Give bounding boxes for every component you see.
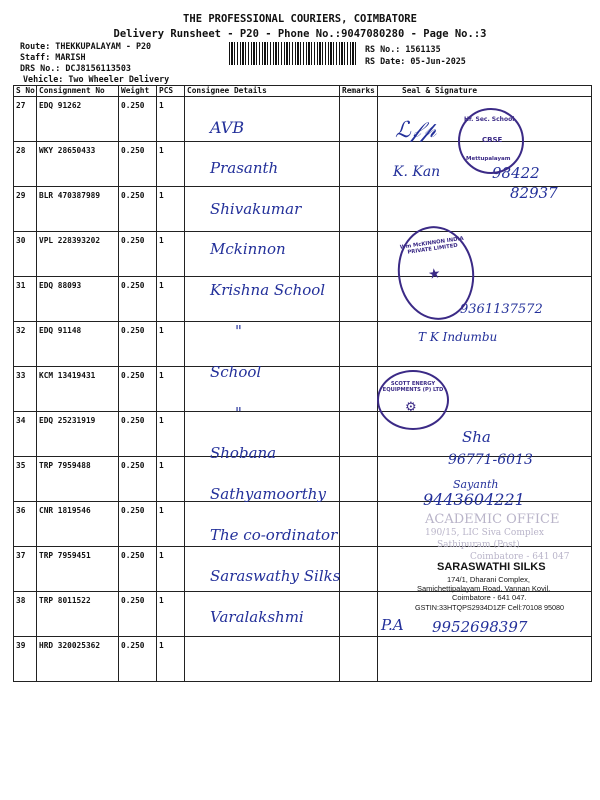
cell-consignment: TRP 7959451 bbox=[37, 547, 119, 592]
cell-pcs: 1 bbox=[157, 502, 185, 547]
consignee-handwriting: Varalakshmi bbox=[210, 607, 304, 626]
consignee-handwriting: Prasanth bbox=[210, 158, 279, 177]
cell-consignee bbox=[185, 97, 340, 142]
cell-weight: 0.250 bbox=[119, 187, 157, 232]
cell-pcs: 1 bbox=[157, 457, 185, 502]
table-row bbox=[14, 412, 592, 457]
barcode bbox=[229, 42, 357, 65]
academy-stamp-line1: ACADEMIC OFFICE bbox=[425, 512, 560, 527]
cell-consignment: EDQ 25231919 bbox=[37, 412, 119, 457]
consignee-handwriting: Shobana bbox=[210, 444, 277, 463]
silks-stamp-line3: Coimbatore - 641 047. bbox=[452, 593, 527, 602]
signature-36-name: Sayanth bbox=[453, 478, 499, 491]
cell-remarks bbox=[340, 322, 378, 367]
signature-35-phone: 96771-6013 bbox=[448, 452, 533, 468]
cell-consignment: TRP 8011522 bbox=[37, 592, 119, 637]
cell-weight: 0.250 bbox=[119, 97, 157, 142]
table-header bbox=[14, 86, 592, 97]
cell-sno: 29 bbox=[14, 187, 37, 232]
cell-remarks bbox=[340, 367, 378, 412]
cell-remarks bbox=[340, 412, 378, 457]
table-row bbox=[14, 637, 592, 682]
cell-consignment: CNR 1819546 bbox=[37, 502, 119, 547]
consignee-handwriting: Mckinnon bbox=[210, 240, 286, 259]
cell-weight: 0.250 bbox=[119, 367, 157, 412]
cell-consignee bbox=[185, 637, 340, 682]
cell-sno: 37 bbox=[14, 547, 37, 592]
cell-consignment: EDQ 91148 bbox=[37, 322, 119, 367]
signature-35-name: Sha bbox=[462, 428, 491, 446]
cell-sno: 31 bbox=[14, 277, 37, 322]
cell-remarks bbox=[340, 457, 378, 502]
consignee-handwriting: Krishna School bbox=[210, 281, 326, 300]
col-remarks: Remarks bbox=[340, 86, 378, 97]
cell-pcs: 1 bbox=[157, 592, 185, 637]
cell-pcs: 1 bbox=[157, 322, 185, 367]
cell-consignment: EDQ 91262 bbox=[37, 97, 119, 142]
cell-sno: 32 bbox=[14, 322, 37, 367]
cell-remarks bbox=[340, 187, 378, 232]
cell-consignment: EDQ 88093 bbox=[37, 277, 119, 322]
cell-weight: 0.250 bbox=[119, 457, 157, 502]
cell-consignment: BLR 470387989 bbox=[37, 187, 119, 232]
signature-28-phone: 98422 bbox=[492, 164, 540, 182]
cell-weight: 0.250 bbox=[119, 232, 157, 277]
cell-pcs: 1 bbox=[157, 187, 185, 232]
signature-39-initials: P.A bbox=[381, 616, 404, 634]
cell-weight: 0.250 bbox=[119, 412, 157, 457]
school-stamp: Hr. Sec. School CBSE Mettupalayam bbox=[458, 108, 524, 174]
cell-signature bbox=[378, 322, 592, 367]
cell-sno: 28 bbox=[14, 142, 37, 187]
cell-signature bbox=[378, 187, 592, 232]
table-row bbox=[14, 367, 592, 412]
cell-weight: 0.250 bbox=[119, 142, 157, 187]
signature-39-phone: 9952698397 bbox=[432, 618, 528, 636]
cell-pcs: 1 bbox=[157, 637, 185, 682]
academy-stamp-line2: 190/15, LIC Siva Complex bbox=[425, 528, 544, 538]
staff-label: Staff: MARISH bbox=[20, 52, 86, 62]
consignee-handwriting: Sathyamoorthy bbox=[210, 485, 326, 504]
cell-sno: 38 bbox=[14, 592, 37, 637]
consignee-handwriting: Saraswathy Silks bbox=[210, 566, 341, 585]
cell-remarks bbox=[340, 547, 378, 592]
energy-stamp: SCOTT ENERGY EQUIPMENTS (P) LTD ⚙ bbox=[377, 370, 449, 430]
table-row bbox=[14, 232, 592, 277]
mckinnon-stamp: Wm McKINNON INDIA PRIVATE LIMITED ★ bbox=[392, 221, 480, 325]
cell-weight: 0.250 bbox=[119, 637, 157, 682]
silks-stamp-line4: GSTIN:33HTQPS2934D1ZF Cell:70108 95080 bbox=[415, 603, 565, 612]
drs-label: DRS No.: DCJ8156113503 bbox=[20, 63, 131, 73]
cell-weight: 0.250 bbox=[119, 547, 157, 592]
cell-sno: 27 bbox=[14, 97, 37, 142]
cell-consignee bbox=[185, 322, 340, 367]
cell-pcs: 1 bbox=[157, 277, 185, 322]
signature-28-name: K. Kan bbox=[393, 164, 441, 180]
company-title: THE PROFESSIONAL COURIERS, COIMBATORE bbox=[183, 13, 417, 25]
rs-date: RS Date: 05-Jun-2025 bbox=[365, 56, 466, 66]
cell-weight: 0.250 bbox=[119, 277, 157, 322]
cell-pcs: 1 bbox=[157, 232, 185, 277]
consignee-handwriting: " bbox=[235, 322, 242, 340]
cell-consignment: VPL 228393202 bbox=[37, 232, 119, 277]
cell-consignment: HRD 320025362 bbox=[37, 637, 119, 682]
cell-pcs: 1 bbox=[157, 367, 185, 412]
cell-remarks bbox=[340, 637, 378, 682]
cell-sno: 34 bbox=[14, 412, 37, 457]
col-signature: Seal & Signature bbox=[378, 86, 592, 97]
col-sno: S No bbox=[14, 86, 37, 97]
cell-weight: 0.250 bbox=[119, 502, 157, 547]
cell-remarks bbox=[340, 277, 378, 322]
cell-remarks bbox=[340, 592, 378, 637]
cell-sno: 33 bbox=[14, 367, 37, 412]
cell-remarks bbox=[340, 502, 378, 547]
col-consignee: Consignee Details bbox=[185, 86, 340, 97]
academy-stamp-line3: Sathipuram (Post) bbox=[437, 540, 520, 550]
col-weight: Weight bbox=[119, 86, 157, 97]
cell-sno: 36 bbox=[14, 502, 37, 547]
col-pcs: PCS bbox=[157, 86, 185, 97]
table-row bbox=[14, 322, 592, 367]
academy-stamp-line4: Coimbatore - 641 047 bbox=[470, 552, 570, 562]
signature-mark-27: ℒ𝒻𝓅 bbox=[395, 118, 437, 143]
route-label: Route: THEKKUPALAYAM - P20 bbox=[20, 41, 152, 51]
cell-sno: 30 bbox=[14, 232, 37, 277]
cell-consignment: KCM 13419431 bbox=[37, 367, 119, 412]
cell-pcs: 1 bbox=[157, 412, 185, 457]
signature-32-phone: 9361137572 bbox=[460, 302, 543, 317]
signature-32-name: T K Indumbu bbox=[418, 330, 498, 344]
silks-stamp-name: SARASWATHI SILKS bbox=[437, 561, 546, 573]
cell-consignment: TRP 7959488 bbox=[37, 457, 119, 502]
cell-weight: 0.250 bbox=[119, 322, 157, 367]
col-consignment: Consignment No bbox=[37, 86, 119, 97]
consignee-handwriting: School bbox=[210, 362, 262, 381]
cell-sno: 35 bbox=[14, 457, 37, 502]
vehicle-label: Vehicle: Two Wheeler Delivery bbox=[23, 74, 170, 84]
cell-consignee bbox=[185, 367, 340, 412]
cell-consignment: WKY 28650433 bbox=[37, 142, 119, 187]
silks-stamp-line2: Samichettipalayam Road, Vannan Kovil, bbox=[417, 584, 551, 593]
table-row bbox=[14, 187, 592, 232]
signature-29-phone: 82937 bbox=[510, 184, 558, 202]
cell-pcs: 1 bbox=[157, 547, 185, 592]
cell-weight: 0.250 bbox=[119, 592, 157, 637]
cell-pcs: 1 bbox=[157, 142, 185, 187]
consignee-handwriting: The co-ordinator bbox=[210, 526, 338, 544]
cell-signature bbox=[378, 637, 592, 682]
consignee-handwriting: Shivakumar bbox=[210, 199, 302, 218]
rs-number: RS No.: 1561135 bbox=[365, 44, 441, 54]
silks-stamp-line1: 174/1, Dharani Complex, bbox=[447, 575, 530, 584]
consignee-handwriting: AVB bbox=[210, 118, 245, 137]
cell-remarks bbox=[340, 97, 378, 142]
signature-36-phone: 9443604221 bbox=[423, 490, 525, 509]
cell-sno: 39 bbox=[14, 637, 37, 682]
cell-remarks bbox=[340, 232, 378, 277]
cell-remarks bbox=[340, 142, 378, 187]
consignee-handwriting: " bbox=[235, 403, 242, 422]
runsheet-title: Delivery Runsheet - P20 - Phone No.:9047080280 - Page No.:3 bbox=[113, 28, 487, 40]
cell-pcs: 1 bbox=[157, 97, 185, 142]
